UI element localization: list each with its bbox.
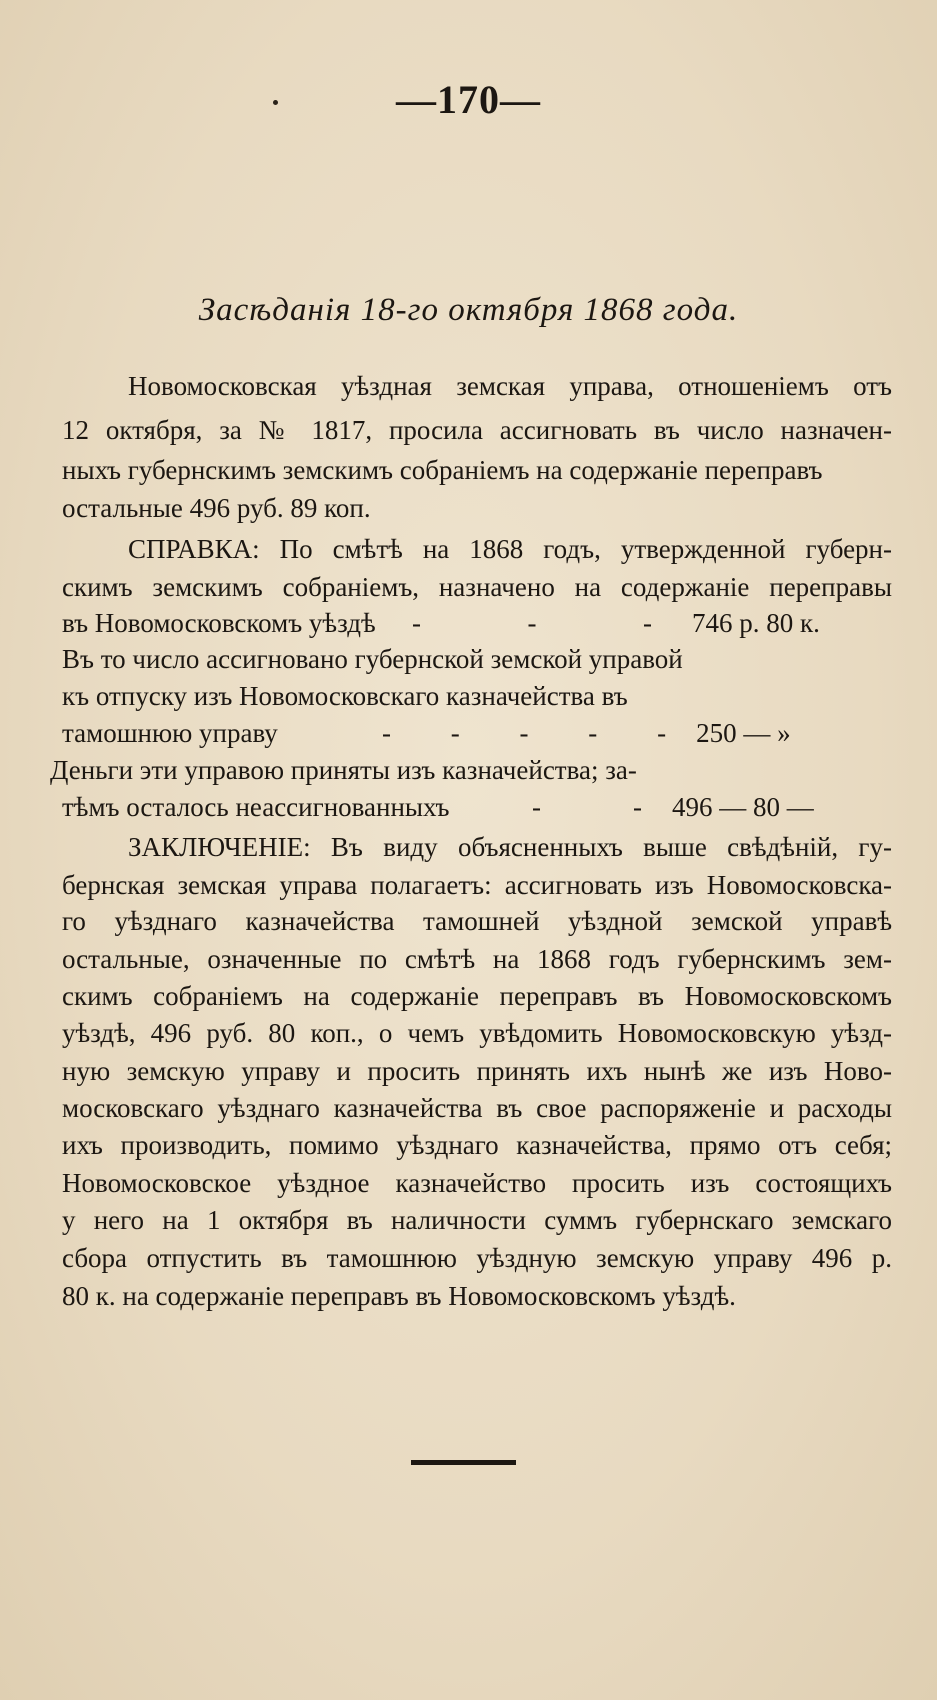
closing-rule (411, 1460, 516, 1465)
spravka-row-amount: 496 — 80 — (672, 792, 814, 822)
conclusion-line: бернская земская управа полагаетъ: ассигновать изъ Новомосковска- (62, 870, 892, 900)
conclusion-last-line: 80 к. на содержаніе переправъ въ Новомосковскомъ уѣздѣ. (62, 1281, 736, 1311)
conclusion-line: сбора отпустить въ тамошнюю уѣздную земскую управу 496 р. (62, 1243, 892, 1273)
spravka-row: Въ то число ассигновано губернской земской управой (62, 644, 683, 674)
spravka-row-dashes: - - - - - (382, 718, 667, 748)
paragraph-1-line-3: ныхъ губернскимъ земскимъ собраніемъ на содержаніе переправъ (62, 455, 823, 485)
spravka-line-2: скимъ земскимъ собраніемъ, назначено на содержаніе переправы (62, 572, 892, 602)
spravka-row: Деньги эти управою приняты изъ казначейства; за- (50, 755, 637, 785)
conclusion-line: московскаго уѣзднаго казначейства въ свое распоряженіе и расходы (62, 1093, 892, 1123)
spravka-row-amount: 746 р. 80 к. (692, 608, 820, 638)
spravka-row-dashes: - - - (412, 608, 652, 638)
conclusion-line: Новомосковское уѣздное казначейство просить изъ состоящихъ (62, 1168, 892, 1198)
spravka-row (62, 606, 892, 640)
conclusion-line: ную земскую управу и просить принять ихъ нынѣ же изъ Ново- (62, 1056, 892, 1086)
page-number: —170— (396, 77, 541, 122)
conclusion-line: у него на 1 октября въ наличности суммъ губернскаго земскаго (62, 1205, 892, 1235)
spravka-row: къ отпуску изъ Новомосковскаго казначейства въ (62, 681, 628, 711)
conclusion-line: остальные, означенные по смѣтѣ на 1868 годъ губернскимъ зем- (62, 944, 892, 974)
conclusion-line: скимъ собраніемъ на содержаніе переправъ въ Новомосковскомъ (62, 981, 892, 1011)
spravka-row-label: тамошнюю управу (62, 718, 278, 748)
paragraph-1-line-2: 12 октября, за № 1817, просила ассигновать въ число назначен- (62, 415, 892, 445)
paragraph-1-line-4: остальные 496 руб. 89 коп. (62, 493, 371, 523)
spravka-row (62, 716, 892, 750)
spravka-row (62, 790, 892, 824)
spravka-row-label: въ Новомосковскомъ уѣздѣ (62, 608, 376, 638)
paragraph-1-line-1: Новомосковская уѣздная земская управа, отношеніемъ отъ (128, 371, 892, 401)
conclusion-line: го уѣзднаго казначейства тамошней уѣздной земской управѣ (62, 906, 892, 936)
spravka-row-amount: 250 — » (696, 718, 791, 748)
conclusion-line: ихъ производить, помимо уѣзднаго казначейства, прямо отъ себя; (62, 1130, 892, 1160)
conclusion-line: уѣздѣ, 496 руб. 80 коп., о чемъ увѣдомить Новомосковскую уѣзд- (62, 1018, 892, 1048)
session-heading: Засѣданія 18-го октября 1868 года. (198, 292, 739, 328)
spravka-row-dashes: - - (532, 792, 642, 822)
spravka-row-label: тѣмъ осталось неассигнованныхъ (62, 792, 450, 822)
spravka-line-1: СПРАВКА: По смѣтѣ на 1868 годъ, утвержденной губерн- (128, 534, 892, 564)
conclusion-line: ЗАКЛЮЧЕНІЕ: Въ виду объясненныхъ выше свѣдѣній, гу- (128, 832, 892, 862)
